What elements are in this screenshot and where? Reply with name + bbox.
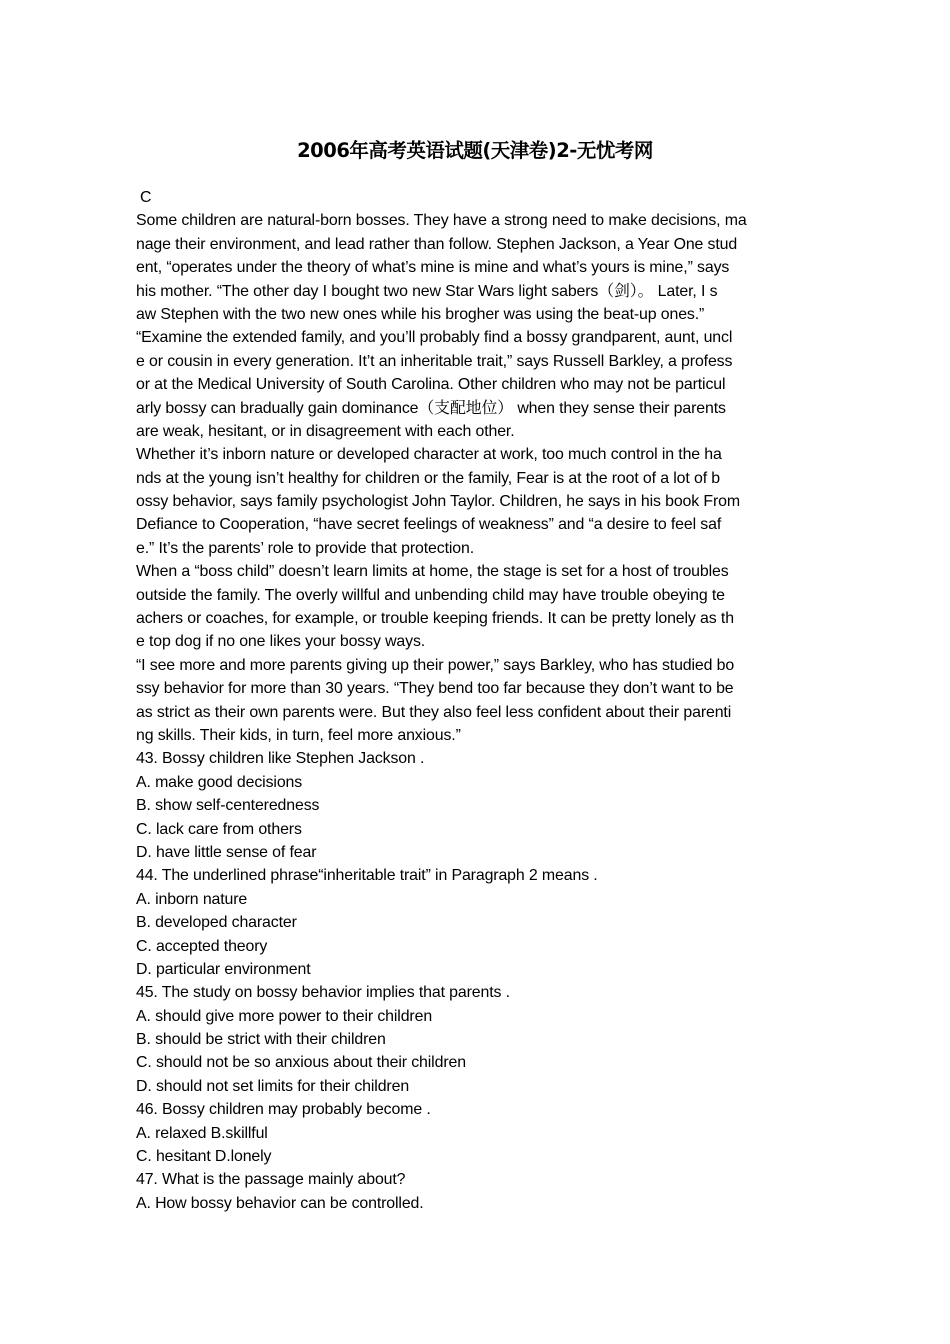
text-line: B. should be strict with their children: [136, 1031, 386, 1049]
text-line: D. should not set limits for their children: [136, 1077, 410, 1095]
text-line: A. make good decisions: [136, 773, 303, 791]
text-line: D. particular environment: [136, 960, 311, 978]
text-line: 43. Bossy children like Stephen Jackson .: [136, 750, 425, 768]
text-line: arly bossy can bradually gain dominance（支配地位） when they sense their parents: [136, 399, 726, 417]
text-line: achers or coaches, for example, or trouble keeping friends. It can be pretty lonely as th: [136, 610, 734, 628]
text-line: A. relaxed B.skillful: [136, 1124, 268, 1142]
text-line: e.” It’s the parents’ role to provide that protection.: [136, 539, 475, 557]
text-line: 45. The study on bossy behavior implies that parents .: [136, 984, 510, 1002]
document-title: 2006年高考英语试题(天津卷)2-无忧考网: [297, 139, 653, 162]
text-line: ossy behavior, says family psychologist John Taylor. Children, he says in his book From: [136, 493, 740, 511]
text-line: Defiance to Cooperation, “have secret feelings of weakness” and “a desire to feel saf: [136, 516, 722, 534]
text-line: ng skills. Their kids, in turn, feel more anxious.”: [136, 726, 461, 744]
text-line: B. developed character: [136, 914, 297, 932]
text-line: C. accepted theory: [136, 937, 268, 955]
text-line: B. show self-centeredness: [136, 797, 320, 815]
text-line: 47. What is the passage mainly about?: [136, 1171, 406, 1189]
document-body: [136, 186, 816, 1215]
text-line: ssy behavior for more than 30 years. “They bend too far because they don’t want to be: [136, 680, 734, 698]
text-line: his mother. “The other day I bought two new Star Wars light sabers（剑）。 Later, I s: [136, 282, 718, 300]
text-line: e or cousin in every generation. It’t an inheritable trait,” says Russell Barkley, a profess: [136, 352, 733, 370]
text-line: When a “boss child” doesn’t learn limits at home, the stage is set for a host of troubles: [136, 563, 729, 581]
text-line: “I see more and more parents giving up their power,” says Barkley, who has studied bo: [136, 656, 735, 674]
text-line: C. hesitant D.lonely: [136, 1148, 272, 1166]
text-line: outside the family. The overly willful and unbending child may have trouble obeying te: [136, 586, 725, 604]
text-line: C. lack care from others: [136, 820, 302, 838]
text-line: Whether it’s inborn nature or developed character at work, too much control in the ha: [136, 446, 722, 464]
text-line: are weak, hesitant, or in disagreement with each other.: [136, 422, 515, 440]
text-line: A. How bossy behavior can be controlled.: [136, 1194, 424, 1212]
text-line: D. have little sense of fear: [136, 843, 317, 861]
text-line: A. should give more power to their children: [136, 1007, 433, 1025]
section-label: C: [140, 189, 152, 206]
text-lines: [136, 209, 816, 1215]
text-line: nds at the young isn’t healthy for children or the family, Fear is at the root of a lot of b: [136, 469, 720, 487]
text-line: e top dog if no one likes your bossy ways.: [136, 633, 426, 651]
text-line: 46. Bossy children may probably become .: [136, 1101, 431, 1119]
text-line: A. inborn nature: [136, 890, 248, 908]
text-line: or at the Medical University of South Carolina. Other children who may not be particul: [136, 376, 726, 394]
text-line: 44. The underlined phrase“inheritable trait” in Paragraph 2 means .: [136, 867, 598, 885]
text-line: nage their environment, and lead rather than follow. Stephen Jackson, a Year One stud: [136, 235, 738, 253]
text-line: “Examine the extended family, and you’ll probably find a bossy grandparent, aunt, uncl: [136, 329, 733, 347]
text-line: Some children are natural-born bosses. They have a strong need to make decisions, ma: [136, 212, 747, 230]
text-line: as strict as their own parents were. But they also feel less confident about their parenti: [136, 703, 732, 721]
text-line: aw Stephen with the two new ones while his brogher was using the beat-up ones.”: [136, 305, 705, 323]
text-line: ent, “operates under the theory of what’s mine is mine and what’s yours is mine,” says: [136, 259, 730, 277]
text-line: C. should not be so anxious about their children: [136, 1054, 466, 1072]
